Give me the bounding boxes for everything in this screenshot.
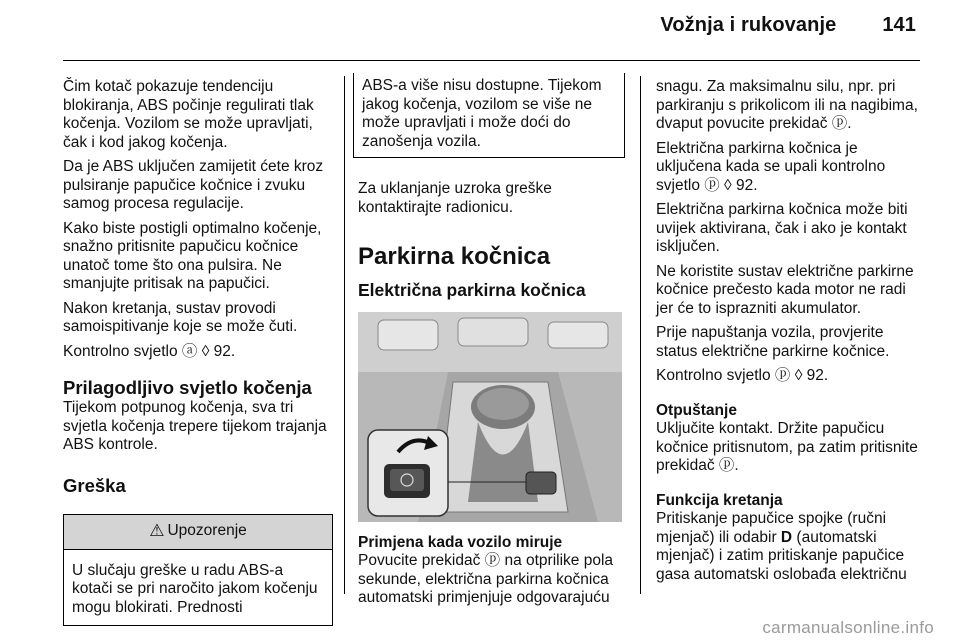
paragraph — [656, 510, 924, 584]
gear-d-label: D — [780, 528, 793, 546]
parking-brake-switch-photo — [358, 312, 622, 522]
heading-electric-parking-brake: Električna parkirna kočnica — [358, 280, 586, 300]
warning-header — [64, 515, 332, 550]
column-3 — [656, 78, 924, 590]
page-number: 141 — [882, 14, 916, 36]
paragraph: Električna parkirna kočnica može biti uvijek aktivirana, čak i ako je kontakt isključen. — [656, 201, 908, 255]
paragraph: Kontrolno svjetlo ⓟ ◊ 92. — [656, 367, 829, 384]
warning-title: Upozorenje — [167, 522, 247, 540]
paragraph: Za uklanjanje uzroka greške kontaktirajte radionicu. — [358, 180, 552, 216]
text-span: Pritiskanje papučice spojke (ručni mjenjač) ili odabir — [656, 510, 887, 546]
heading-stationary: Primjena kada vozilo miruje — [358, 533, 563, 551]
paragraph: Električna parkirna kočnica je uključena kada se upali kontrolno svjetlo ⓟ ◊ 92. — [656, 139, 886, 194]
paragraph: Čim kotač pokazuje tendenciju blokiranja, ABS počinje regulirati tlak kočenja. Vozilom se može upravljati, čak i kod jakog kočenja. — [63, 78, 314, 151]
heading-parking-brake: Parkirna kočnica — [358, 243, 551, 270]
heading-release: Otpuštanje — [656, 401, 737, 419]
page-header — [660, 14, 916, 37]
column-1 — [63, 78, 333, 626]
paragraph: Kontrolno svjetlo ⓐ ◊ 92. — [63, 342, 236, 360]
heading-fault: Greška — [63, 474, 126, 496]
heading-adaptive-brake-light: Prilagodljivo svjetlo kočenja — [63, 377, 312, 398]
paragraph: Nakon kretanja, sustav provodi samoispitivanje koje se može čuti. — [63, 299, 298, 335]
warning-box — [63, 514, 333, 627]
paragraph: Kako biste postigli optimalno kočenje, snažno pritisnite papučicu kočnice unatoč tome što ona pulsira. Ne smanjujte pritisak na papučici. — [63, 219, 322, 292]
warning-text: U slučaju greške u radu ABS-a kotači se pri naročito jakom kočenju mogu blokirati. Prednosti — [72, 561, 318, 616]
text-span: (automatski mjenjač) i zatim pritiskanje papučice gasa automatski oslobađa električnu — [656, 528, 907, 583]
header-rule — [63, 60, 920, 61]
watermark: carmanualsonline.info — [762, 618, 934, 637]
paragraph: Da je ABS uključen zamijetit ćete kroz pulsiranje papučice kočnice i zvuku samog procesa regulacije. — [63, 158, 324, 212]
paragraph: Ne koristite sustav električne parkirne kočnice prečesto kada motor ne radi jer će to isprazniti akumulator. — [656, 262, 914, 317]
column-divider-2 — [640, 76, 641, 594]
warning-continuation: ABS-a više nisu dostupne. Tijekom jakog kočenja, vozilom se više ne može upravljati i može doći do zanošenja vozila. — [353, 73, 625, 158]
paragraph: snagu. Za maksimalnu silu, npr. pri parkiranju s prikolicom ili na nagibima, dvaput povucite prekidač ⓟ. — [656, 78, 918, 132]
paragraph: Uključite kontakt. Držite papučicu kočnice pritisnutom, pa zatim pritisnite prekidač ⓟ. — [656, 420, 918, 474]
column-2 — [358, 73, 620, 614]
column-divider-1 — [344, 76, 345, 594]
heading-drive-away: Funkcija kretanja — [656, 491, 783, 509]
paragraph: Tijekom potpunog kočenja, sva tri svjetla kočenja trepere tijekom trajanja ABS kontrole. — [63, 399, 327, 453]
warning-triangle-icon: ⚠ — [149, 521, 165, 541]
paragraph: Povucite prekidač ⓟ na otprilike pola sekunde, električna parkirna kočnica automatski primjenjuje odgovarajuću — [358, 552, 614, 606]
header-title: Vožnja i rukovanje — [660, 14, 837, 36]
paragraph: Prije napuštanja vozila, provjerite status električne parkirne kočnice. — [656, 324, 890, 360]
